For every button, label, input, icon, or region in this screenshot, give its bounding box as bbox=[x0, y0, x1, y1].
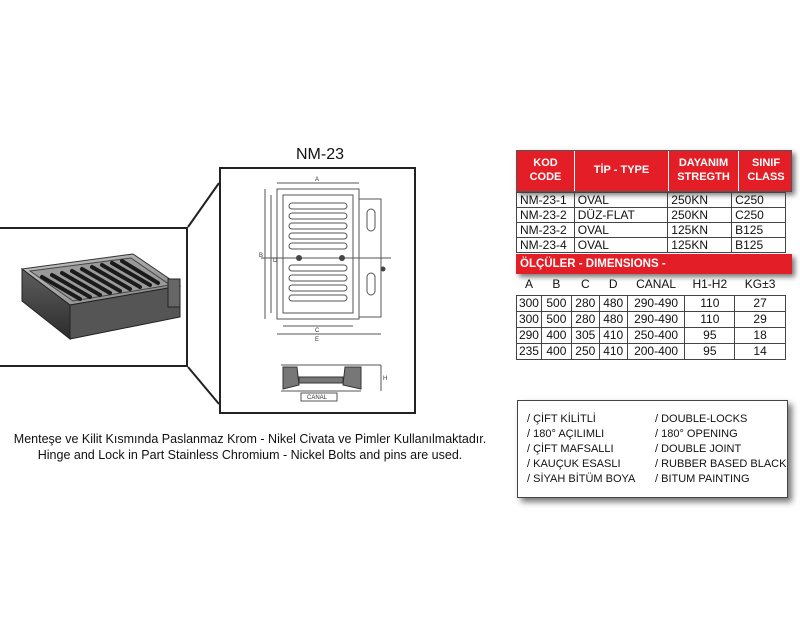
technical-drawing bbox=[221, 169, 414, 412]
label-e: E bbox=[315, 337, 320, 343]
list-item: / 180° AÇILIMLI bbox=[527, 428, 605, 440]
header-type: TİP - TYPE bbox=[575, 151, 669, 191]
table-row: NM-23-2 DÜZ-FLAT 250KN C250 bbox=[517, 208, 786, 223]
label-d: D bbox=[273, 258, 278, 264]
header-code: KOD CODE bbox=[517, 151, 575, 191]
caption-tr: Menteşe ve Kilit Kısmında Paslanmaz Krom - Nikel Civata ve Pimler Kullanılmaktadır. bbox=[13, 432, 487, 446]
dimensions-table bbox=[516, 274, 786, 360]
features-en bbox=[655, 412, 786, 487]
list-item: / 180° OPENING bbox=[655, 428, 738, 440]
caption-en: Hinge and Lock in Part Stainless Chromium - Nickel Bolts and pins are used. bbox=[37, 448, 463, 462]
header-class: SINIF CLASS bbox=[747, 157, 785, 183]
table-row: NM-23-2 OVAL 125KN B125 bbox=[517, 223, 786, 238]
table-row: NM-23-4 OVAL 125KN B125 bbox=[517, 238, 786, 253]
list-item: / ÇİFT KİLİTLİ bbox=[527, 413, 596, 425]
spec-header bbox=[516, 150, 792, 192]
list-item: / RUBBER BASED BLACK bbox=[655, 458, 787, 470]
product-title: NM-23 bbox=[296, 146, 345, 163]
label-h: H bbox=[383, 376, 388, 382]
list-item: / SİYAH BİTÜM BOYA bbox=[527, 473, 636, 485]
table-row: 290 400 305 410 250-400 95 18 bbox=[517, 328, 786, 344]
label-a: A bbox=[315, 177, 320, 183]
dimensions-title: ÖLÇÜLER - DIMENSIONS - bbox=[516, 254, 792, 274]
table-row: 235 400 250 410 200-400 95 14 bbox=[517, 344, 786, 360]
features-box bbox=[517, 400, 788, 498]
technical-drawing-frame bbox=[219, 167, 416, 414]
table-row: NM-23-1 OVAL 250KN C250 bbox=[517, 193, 786, 208]
spec-panel bbox=[516, 150, 792, 360]
product-photo-panel bbox=[0, 227, 188, 367]
header-strength: DAYANIM STREGTH bbox=[669, 151, 739, 191]
code-table bbox=[516, 192, 786, 253]
grating-photo bbox=[0, 229, 188, 369]
dimensions-header-row: A B C D CANAL H1-H2 KG±3 bbox=[517, 274, 786, 296]
label-b: B bbox=[259, 253, 264, 259]
caption bbox=[0, 431, 500, 463]
features-tr bbox=[527, 412, 635, 487]
label-c: C bbox=[315, 328, 320, 334]
list-item: / DOUBLE JOINT bbox=[655, 443, 742, 455]
list-item: / KAUÇUK ESASLI bbox=[527, 458, 621, 470]
label-canal: CANAL bbox=[307, 395, 328, 401]
table-row: 300 500 280 480 290-490 110 29 bbox=[517, 312, 786, 328]
list-item: / BITUM PAINTING bbox=[655, 473, 750, 485]
list-item: / ÇİFT MAFSALLI bbox=[527, 443, 614, 455]
table-row: 300 500 280 480 290-490 110 27 bbox=[517, 296, 786, 312]
list-item: / DOUBLE-LOCKS bbox=[655, 413, 748, 425]
